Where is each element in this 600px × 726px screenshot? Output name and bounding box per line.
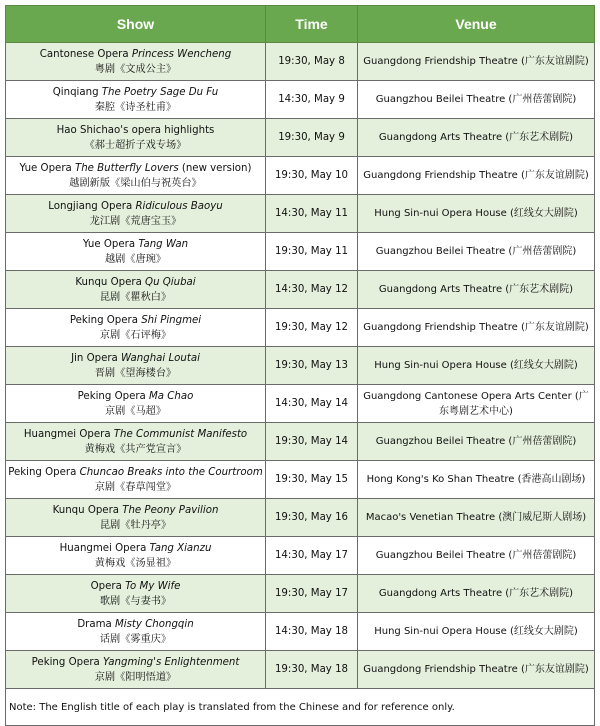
venue-cell: Guangzhou Beilei Theatre (广州蓓蕾剧院) bbox=[358, 81, 595, 119]
show-cell bbox=[6, 119, 266, 157]
table-row bbox=[6, 423, 595, 461]
show-cell bbox=[6, 499, 266, 537]
show-chinese: 京剧《石评梅》 bbox=[99, 329, 172, 341]
venue-cell: Hong Kong's Ko Shan Theatre (香港高山剧场) bbox=[358, 461, 595, 499]
show-chinese: 京剧《马超》 bbox=[104, 405, 167, 417]
show-chinese: 昆剧《牡丹亭》 bbox=[99, 519, 172, 531]
table-row bbox=[6, 81, 595, 119]
table-row bbox=[6, 43, 595, 81]
show-english: Cantonese Opera Princess Wencheng bbox=[39, 48, 232, 60]
show-cell bbox=[6, 423, 266, 461]
show-chinese: 《郝士超折子戏专场》 bbox=[84, 139, 187, 151]
header-row bbox=[6, 6, 595, 43]
venue-cell: Guangzhou Beilei Theatre (广州蓓蕾剧院) bbox=[358, 423, 595, 461]
time-cell: 19:30, May 11 bbox=[266, 233, 358, 271]
venue-cell: Guangdong Friendship Theatre (广东友谊剧院) bbox=[358, 309, 595, 347]
show-cell bbox=[6, 309, 266, 347]
show-cell bbox=[6, 271, 266, 309]
show-english: Opera To My Wife bbox=[90, 580, 181, 592]
schedule-container bbox=[5, 5, 594, 726]
show-chinese: 黄梅戏《汤显祖》 bbox=[94, 557, 177, 569]
show-english: Peking Opera Ma Chao bbox=[77, 390, 194, 402]
show-english: Kunqu Opera The Peony Pavilion bbox=[52, 504, 219, 516]
show-cell bbox=[6, 195, 266, 233]
time-cell: 14:30, May 14 bbox=[266, 385, 358, 423]
venue-cell: Guangdong Cantonese Opera Arts Center (广东粤剧艺术中心) bbox=[358, 385, 595, 423]
show-cell bbox=[6, 157, 266, 195]
show-cell bbox=[6, 385, 266, 423]
show-english: Yue Opera The Butterfly Lovers (new version) bbox=[19, 162, 252, 174]
venue-cell: Guangdong Arts Theatre (广东艺术剧院) bbox=[358, 575, 595, 613]
show-chinese: 京剧《春草闯堂》 bbox=[94, 481, 177, 493]
show-english: Yue Opera Tang Wan bbox=[82, 238, 189, 250]
show-chinese: 粤剧《文成公主》 bbox=[94, 63, 177, 75]
show-cell bbox=[6, 575, 266, 613]
time-cell: 19:30, May 13 bbox=[266, 347, 358, 385]
table-row bbox=[6, 309, 595, 347]
show-cell bbox=[6, 233, 266, 271]
show-chinese: 越剧《唐琬》 bbox=[104, 253, 167, 265]
show-cell bbox=[6, 537, 266, 575]
show-english: Peking Opera Chuncao Breaks into the Courtroom bbox=[8, 466, 263, 478]
table-row bbox=[6, 537, 595, 575]
show-english: Huangmei Opera The Communist Manifesto bbox=[23, 428, 248, 440]
table-row bbox=[6, 499, 595, 537]
time-cell: 14:30, May 17 bbox=[266, 537, 358, 575]
time-cell: 14:30, May 18 bbox=[266, 613, 358, 651]
time-cell: 19:30, May 12 bbox=[266, 309, 358, 347]
performance-schedule-table bbox=[5, 5, 595, 726]
venue-cell: Guangzhou Beilei Theatre (广州蓓蕾剧院) bbox=[358, 537, 595, 575]
show-cell bbox=[6, 613, 266, 651]
time-cell: 19:30, May 16 bbox=[266, 499, 358, 537]
venue-cell: Guangdong Friendship Theatre (广东友谊剧院) bbox=[358, 157, 595, 195]
venue-cell: Hung Sin-nui Opera House (红线女大剧院) bbox=[358, 347, 595, 385]
show-english: Hao Shichao's opera highlights bbox=[56, 124, 215, 136]
time-cell: 19:30, May 15 bbox=[266, 461, 358, 499]
table-row bbox=[6, 461, 595, 499]
venue-cell: Guangdong Arts Theatre (广东艺术剧院) bbox=[358, 271, 595, 309]
show-cell bbox=[6, 43, 266, 81]
time-cell: 19:30, May 18 bbox=[266, 651, 358, 689]
venue-cell: Guangdong Friendship Theatre (广东友谊剧院) bbox=[358, 651, 595, 689]
table-row bbox=[6, 119, 595, 157]
header-show: Show bbox=[6, 6, 266, 43]
show-english: Peking Opera Yangming's Enlightenment bbox=[31, 656, 240, 668]
venue-cell: Hung Sin-nui Opera House (红线女大剧院) bbox=[358, 613, 595, 651]
venue-cell: Guangdong Friendship Theatre (广东友谊剧院) bbox=[358, 43, 595, 81]
venue-cell: Guangdong Arts Theatre (广东艺术剧院) bbox=[358, 119, 595, 157]
table-row bbox=[6, 385, 595, 423]
show-english: Jin Opera Wanghai Loutai bbox=[71, 352, 200, 364]
venue-cell: Guangzhou Beilei Theatre (广州蓓蕾剧院) bbox=[358, 233, 595, 271]
show-english: Huangmei Opera Tang Xianzu bbox=[59, 542, 212, 554]
show-chinese: 黄梅戏《共产党宣言》 bbox=[84, 443, 187, 455]
time-cell: 14:30, May 9 bbox=[266, 81, 358, 119]
venue-cell: Macao's Venetian Theatre (澳门威尼斯人剧场) bbox=[358, 499, 595, 537]
show-cell bbox=[6, 81, 266, 119]
show-chinese: 秦腔《诗圣杜甫》 bbox=[94, 101, 177, 113]
show-english: Drama Misty Chongqin bbox=[77, 618, 194, 630]
time-cell: 19:30, May 14 bbox=[266, 423, 358, 461]
table-row bbox=[6, 347, 595, 385]
show-english: Peking Opera Shi Pingmei bbox=[69, 314, 202, 326]
show-chinese: 越剧新版《梁山伯与祝英台》 bbox=[69, 177, 202, 189]
table-row bbox=[6, 575, 595, 613]
venue-cell: Hung Sin-nui Opera House (红线女大剧院) bbox=[358, 195, 595, 233]
header-venue: Venue bbox=[358, 6, 595, 43]
table-row bbox=[6, 195, 595, 233]
show-cell bbox=[6, 461, 266, 499]
time-cell: 14:30, May 12 bbox=[266, 271, 358, 309]
time-cell: 14:30, May 11 bbox=[266, 195, 358, 233]
table-row bbox=[6, 613, 595, 651]
show-english: Longjiang Opera Ridiculous Baoyu bbox=[48, 200, 223, 212]
show-chinese: 龙江剧《荒唐宝玉》 bbox=[89, 215, 182, 227]
show-chinese: 昆剧《瞿秋白》 bbox=[99, 291, 172, 303]
header-time: Time bbox=[266, 6, 358, 43]
footnote: Note: The English title of each play is translated from the Chinese and for reference only. bbox=[6, 689, 595, 726]
time-cell: 19:30, May 8 bbox=[266, 43, 358, 81]
note-row bbox=[6, 689, 595, 726]
show-english: Kunqu Opera Qu Qiubai bbox=[75, 276, 196, 288]
time-cell: 19:30, May 9 bbox=[266, 119, 358, 157]
show-chinese: 歌剧《与妻书》 bbox=[99, 595, 172, 607]
show-chinese: 话剧《雾重庆》 bbox=[99, 633, 172, 645]
table-row bbox=[6, 271, 595, 309]
time-cell: 19:30, May 17 bbox=[266, 575, 358, 613]
show-cell bbox=[6, 347, 266, 385]
table-row bbox=[6, 157, 595, 195]
show-english: Qinqiang The Poetry Sage Du Fu bbox=[52, 86, 219, 98]
show-chinese: 京剧《阳明悟道》 bbox=[94, 671, 177, 683]
show-chinese: 晋剧《望海楼台》 bbox=[94, 367, 177, 379]
time-cell: 19:30, May 10 bbox=[266, 157, 358, 195]
table-row bbox=[6, 233, 595, 271]
table-row bbox=[6, 651, 595, 689]
show-cell bbox=[6, 651, 266, 689]
